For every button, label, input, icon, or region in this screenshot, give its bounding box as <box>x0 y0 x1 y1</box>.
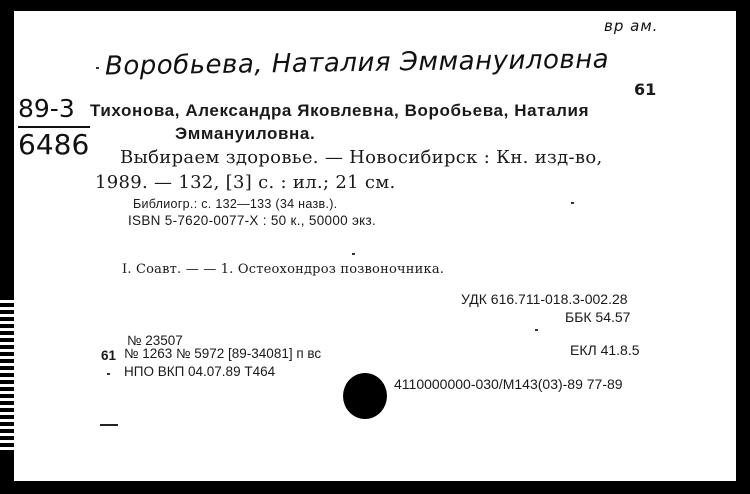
scan-speck <box>352 253 355 255</box>
print-number-prefix: 61 <box>101 348 117 363</box>
order-number: № 23507 <box>127 333 183 348</box>
handwritten-call-number-top: 89-3 <box>18 94 75 123</box>
ekl-classification: ЕКЛ 41.8.5 <box>570 342 640 358</box>
scan-speck <box>571 202 574 204</box>
card-code: 4110000000-030/М143(03)-89 77-89 <box>394 376 623 392</box>
imprint-line: 1989. — 132, [3] с. : ил.; 21 см. <box>95 172 396 193</box>
scan-speck <box>107 373 110 375</box>
handwritten-call-number-bottom: 6486 <box>18 128 90 161</box>
bbk-classification: ББК 54.57 <box>565 309 631 325</box>
title-line: Выбираем здоровье. — Новосибирск : Кн. изд-во, <box>120 147 603 168</box>
author-line: Тихонова, Александра Яковлевна, Воробьева, Наталия <box>90 101 590 120</box>
print-info: № 1263 № 5972 [89-34081] п вс <box>124 346 322 361</box>
scan-mark <box>100 424 118 426</box>
scan-speck <box>535 329 538 331</box>
isbn-line: ISBN 5-7620-0077-X : 50 к., 50000 экз. <box>128 213 377 228</box>
bibliography-note: Библиогр.: с. 132—133 (34 назв.). <box>133 197 338 211</box>
scan-edge-strip <box>0 300 14 450</box>
punch-hole <box>343 373 387 419</box>
tracing-line: I. Соавт. — — 1. Остеохондроз позвоночника. <box>122 262 445 277</box>
handwritten-author-name: Воробьева, Наталия Эммануиловна <box>104 44 610 82</box>
handwritten-tag: вр ам. <box>604 17 659 35</box>
corner-number: 61 <box>634 80 657 99</box>
author-line-continued: Эммануиловна. <box>175 124 316 143</box>
scan-speck <box>96 67 99 69</box>
npo-line: НПО ВКП 04.07.89 Т464 <box>124 364 276 379</box>
udk-classification: УДК 616.711-018.3-002.28 <box>461 291 628 307</box>
